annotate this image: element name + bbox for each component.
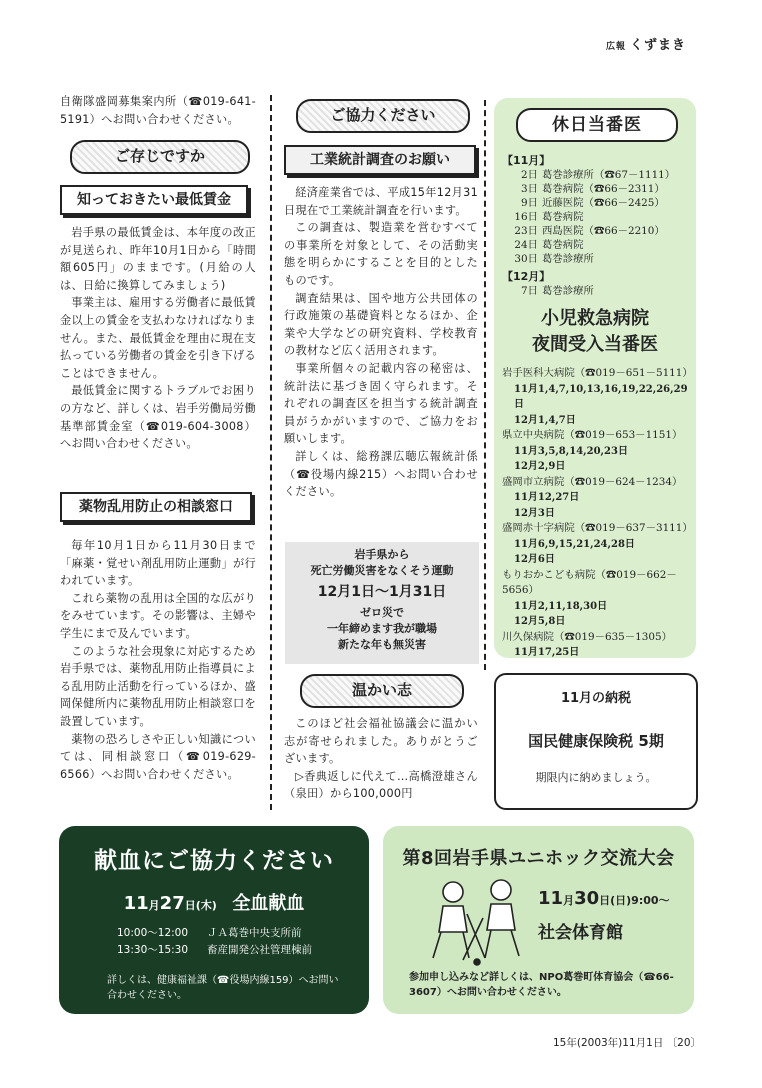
schedule-row (502, 224, 692, 238)
blood-date-day: 27 (159, 893, 185, 914)
schedule-row (502, 196, 692, 210)
section-banner-cooperation: ご協力ください (296, 99, 470, 133)
tax-item: 国民健康保険税 5期 (528, 732, 664, 750)
blood-s1-time: 10:00～12:00 (117, 927, 189, 939)
unihoc-date-m: 月 (563, 894, 575, 907)
drug-p2: これら薬物の乱用は全国的な広がりをみせています。その影響は、主婦や学生にまで及んでいます。 (60, 591, 256, 640)
nov-label: 【11月】 (502, 154, 551, 167)
tax-title: 11月の納税 (560, 691, 632, 706)
schedule-row (502, 252, 692, 266)
blood-note: 詳しくは、健康福祉課（☎役場内線159）へお問い合わせください。 (107, 975, 339, 1001)
safety-l5: 一年締めます我が職場 (327, 622, 437, 635)
survey-p4: 事業所個々の記載内容の秘密は、統計法に基づき固く守られます。それぞれの調査区を担当する統計調査員がうかがいますので、ご協力をお願いします。 (284, 361, 478, 446)
footer (553, 1035, 701, 1050)
schedule-row (502, 168, 692, 182)
tax-box (494, 673, 698, 810)
wage-article (60, 224, 256, 453)
brand-kicker: 広報 (606, 42, 627, 52)
brand-logo (606, 34, 686, 53)
footer-date: 15年(2003年)11月1日 (553, 1037, 664, 1049)
schedule-clinic: 近藤医院（☎66－2425） (542, 197, 665, 209)
hospital-dec-dates: 12月1,4,7日 (514, 414, 576, 426)
blood-title: 献血にご協力ください (94, 848, 334, 874)
hospital-name: もりおかこども病院（☎019－662－5656） (502, 568, 677, 596)
column-divider-1 (270, 95, 272, 810)
hospital-name: 盛岡市立病院（☎019－624－1234） (502, 475, 683, 488)
blood-s2-time: 13:30～15:30 (117, 944, 189, 956)
nov-list (502, 168, 692, 266)
column-divider-2 (484, 100, 486, 670)
survey-p5: 詳しくは、総務課広聴広報統計係（☎役場内線215）へお問い合わせください。 (284, 449, 478, 499)
schedule-date: 23日 (514, 225, 538, 237)
hospital-dec-dates: 12月6日 (514, 554, 555, 565)
hospital-name: 川久保病院（☎019－635－1305） (502, 630, 673, 643)
hospital-name: 岩手医科大病院（☎019－651－5111） (502, 367, 693, 379)
blood-donation-box (59, 826, 369, 1014)
blood-kind: 全血献血 (232, 893, 305, 914)
schedule-date: 7日 (520, 285, 538, 297)
blood-s1-place: ＪＡ葛巻中央支所前 (207, 927, 302, 939)
hospital-nov-dates: 11月2,11,18,30日 (514, 600, 608, 612)
schedule-clinic: 葛巻病院 (542, 239, 584, 251)
hospital-dec-dates: 12月3日 (514, 507, 555, 519)
tax-note: 期限内に納めましょう。 (535, 771, 657, 784)
players-illustration-icon (423, 874, 535, 966)
unihoc-note: 参加申し込みなど詳しくは、NPO葛巻町体育協会（☎66-3607）へお問い合わせください。 (409, 972, 674, 998)
schedule-row (502, 284, 692, 298)
hospital-dec-dates: 12月5,8日 (514, 616, 566, 627)
unihoc-box (383, 826, 694, 1014)
schedule-row (502, 210, 692, 224)
drug-heading: 薬物乱用防止の相談窓口 (60, 492, 252, 522)
schedule-date: 3日 (520, 183, 538, 195)
survey-p2: この調査は、製造業を営むすべての事業所を対象として、その活動実態を明らかにすることを目的としたものです。 (284, 221, 478, 287)
schedule-clinic: 西島医院（☎66－2210） (542, 225, 665, 237)
hospital-nov-dates: 11月12,27日 (514, 492, 580, 503)
safety-l6: 新たな年も無災害 (338, 638, 426, 651)
hospital-nov-dates: 11月6,9,15,21,24,28日 (514, 538, 635, 550)
section-banner-kindness: 温かい志 (300, 674, 464, 708)
schedule-date: 24日 (514, 239, 538, 251)
emergency-title-1: 小児救急病院 (541, 308, 649, 329)
survey-p3: 調査結果は、国や地方公共団体の行政施策の基礎資料となるほか、企業や大学などの研究資料、学校教育の教材など広く活用されます。 (284, 291, 478, 358)
schedule-clinic: 葛巻診療所（☎67－1111） (542, 169, 676, 181)
blood-date-month: 11 (123, 893, 149, 914)
holiday-title: 休日当番医 (516, 108, 678, 142)
blood-date-m: 月 (148, 899, 160, 912)
schedule-clinic: 葛巻病院 (542, 211, 584, 223)
wage-heading: 知っておきたい最低賃金 (60, 185, 248, 215)
schedule-clinic: 葛巻診療所 (542, 285, 594, 297)
dec-list (502, 284, 692, 298)
unihoc-date-month: 11 (538, 888, 564, 909)
hospital-nov-dates: 11月17,25日 (514, 647, 580, 658)
safety-l1: 岩手県から (354, 548, 410, 561)
holiday-doctor-box (494, 98, 696, 658)
hospital-nov-dates: 11月3,5,8,14,20,23日 (514, 445, 628, 457)
unihoc-date-suffix: 日(日)9:00～ (599, 894, 670, 907)
intro-text: 自衛隊盛岡募集案内所（☎019-641-5191）へお問い合わせください。 (60, 95, 256, 126)
holiday-schedule (502, 152, 692, 298)
wage-p2: 事業主は、雇用する労働者に最低賃金以上の賃金を支払わなければなりません。また、最低賃金を理由に現在支払っている労働者の賃金を引き下げることはできません。 (60, 296, 256, 380)
safety-l3: 12月1日～1月31日 (317, 584, 447, 600)
schedule-date: 2日 (520, 169, 538, 181)
hospital-name: 盛岡赤十字病院（☎019－637－3111） (502, 522, 693, 534)
survey-heading: 工業統計調査のお願い (284, 145, 476, 175)
schedule-date: 9日 (520, 197, 538, 209)
kind-p1: このほど社会福祉協議会に温かい志が寄せられました。ありがとうございます。 (284, 717, 478, 766)
kind-p2: ▷香典返しに代えて…高橋澄雄さん（泉田）から100,000円 (284, 769, 478, 801)
survey-p1: 経済産業省では、平成15年12月31日現在で工業統計調査を行います。 (284, 186, 478, 217)
emergency-title (494, 306, 696, 358)
unihoc-date-day: 30 (574, 888, 600, 909)
schedule-row (502, 238, 692, 252)
hospital-name: 県立中央病院（☎019－653－1151） (502, 429, 683, 441)
blood-date-suffix: 日(木) (184, 899, 217, 912)
hospital-nov-dates: 11月1,4,7,10,13,16,19,22,26,29日 (514, 383, 688, 410)
unihoc-date (538, 888, 670, 909)
wage-p1: 岩手県の最低賃金は、本年度の改正が見送られ、昨年10月1日から「時間額605円」のままです。(月給の人は、日給に換算してみましょう) (60, 226, 256, 292)
schedule-clinic: 葛巻診療所 (542, 253, 594, 265)
drug-p1: 毎年10月1日から11月30日まで「麻薬・覚せい剤乱用防止運動」が行われています。 (60, 539, 256, 588)
drug-article (60, 537, 256, 783)
hospital-list (502, 366, 694, 661)
blood-date (59, 889, 369, 915)
column-1 (60, 93, 256, 128)
unihoc-title: 第8回岩手県ユニホック交流大会 (402, 848, 675, 869)
drug-p3: このような社会現象に対応するため岩手県では、薬物乱用防止指導員による乱用防止活動を行っているほか、盛岡保健所内に薬物乱用防止相談窓口を設置しています。 (60, 644, 256, 728)
safety-l4: ゼロ災で (360, 606, 404, 619)
blood-schedule (117, 925, 369, 959)
schedule-row (502, 182, 692, 196)
drug-p4: 薬物の恐ろしさや正しい知識については、同相談窓口（☎019-629-6566）へお問い合わせください。 (60, 732, 256, 781)
emergency-title-2: 夜間受入当番医 (532, 334, 658, 355)
wage-p3: 最低賃金に関するトラブルでお困りの方など、詳しくは、岩手労働局労働基準部賃金室（☎019-604-3008）へお問い合わせください。 (60, 384, 256, 451)
safety-l2: 死亡労働災害をなくそう運動 (310, 564, 454, 577)
footer-page: 〔20〕 (666, 1037, 702, 1049)
schedule-date: 30日 (514, 253, 538, 265)
schedule-date: 16日 (514, 211, 538, 223)
brand-name: くずまき (630, 38, 687, 53)
hospital-dec-dates: 12月2,9日 (514, 461, 566, 472)
blood-s2-place: 畜産開発公社管理棟前 (207, 944, 312, 956)
schedule-clinic: 葛巻病院（☎66－2311） (542, 183, 665, 195)
safety-campaign-box (285, 542, 479, 664)
dec-label: 【12月】 (502, 270, 551, 283)
survey-article (284, 184, 478, 501)
section-banner-did-you-know: ご存じですか (70, 140, 250, 174)
kindness-article (284, 715, 478, 803)
unihoc-venue: 社会体育館 (538, 923, 623, 943)
